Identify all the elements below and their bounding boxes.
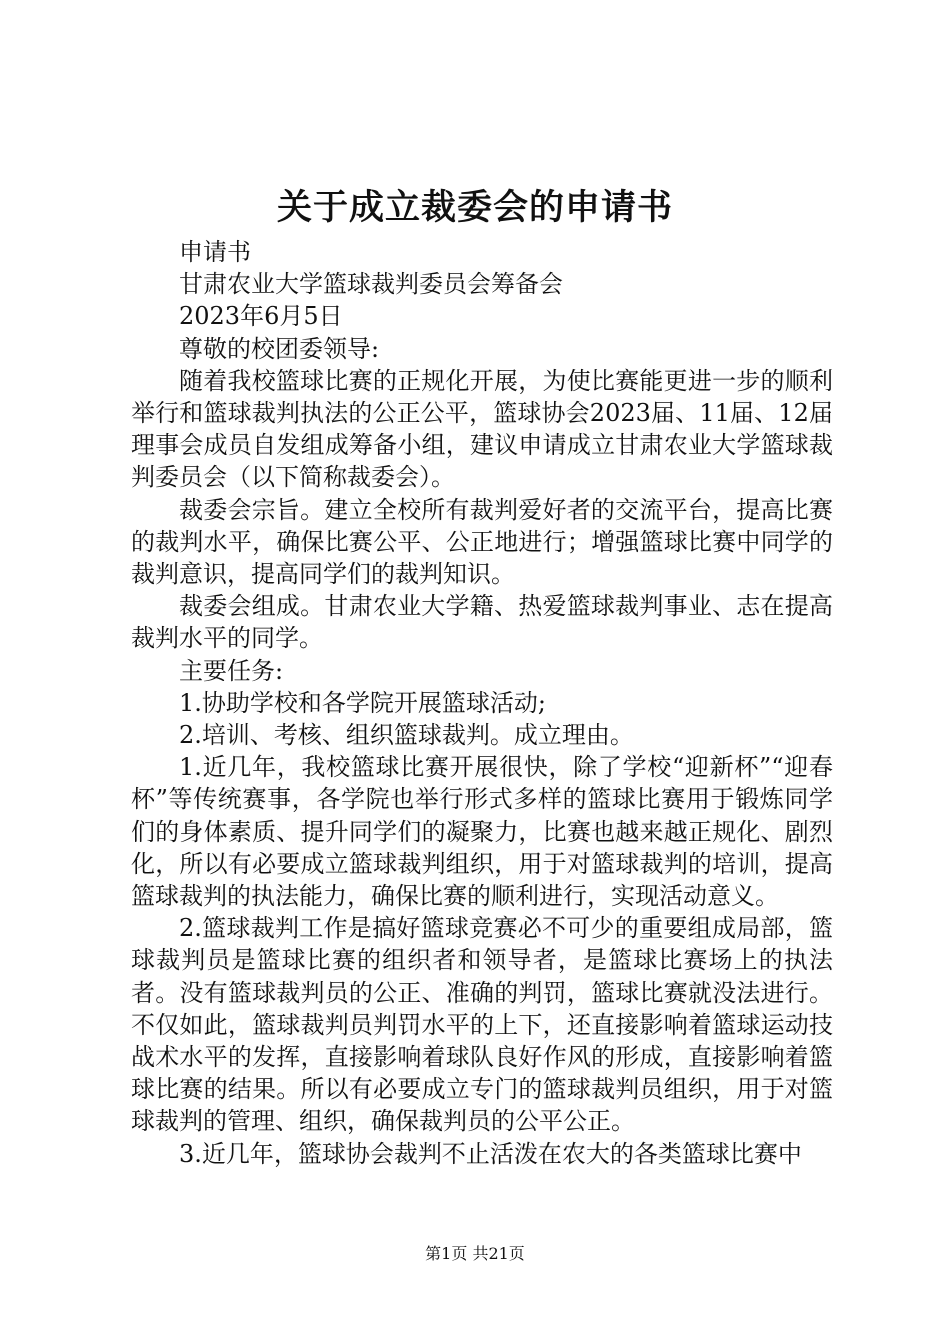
paragraph-tasks-heading: 主要任务:	[179, 656, 284, 685]
document-body	[131, 236, 833, 1170]
paragraph-salutation: 尊敬的校团委领导:	[179, 334, 380, 363]
paragraph-intro: 随着我校篮球比赛的正规化开展，为使比赛能更进一步的顺利举行和篮球裁判执法的公正公平，篮球协会2023届、11届、12届理事会成员自发组成筹备小组，建议申请成立甘肃农业大学篮球裁判委员会（以下简称裁委会）。	[131, 366, 833, 492]
paragraph-task-2: 2.培训、考核、组织篮球裁判。成立理由。	[179, 721, 634, 750]
paragraph-reason-1: 1.近几年，我校篮球比赛开展很快，除了学校“迎新杯”“迎春杯”等传统赛事，各学院也举行形式多样的篮球比赛用于锻炼同学们的身体素质、提升同学们的凝聚力，比赛也越来越正规化、剧烈化，所以有必要成立篮球裁判组织，用于对篮球裁判的培训，提高篮球裁判的执法能力，确保比赛的顺利进行，实现活动意义。	[131, 753, 833, 911]
page-footer: 第1页 共21页	[425, 1244, 525, 1263]
paragraph-reason-2: 2.篮球裁判工作是搞好篮球竞赛必不可少的重要组成局部，篮球裁判员是篮球比赛的组织者和领导者，是篮球比赛场上的执法者。没有篮球裁判员的公正、准确的判罚，篮球比赛就没法进行。不仅如此，篮球裁判员判罚水平的上下，还直接影响着篮球运动技战术水平的发挥，直接影响着球队良好作风的形成，直接影响着篮球比赛的结果。所以有必要成立专门的篮球裁判员组织，用于对篮球裁判的管理、组织，确保裁判员的公平公正。	[131, 914, 833, 1136]
paragraph-task-1: 1.协助学校和各学院开展篮球活动;	[179, 688, 546, 717]
paragraph-purpose: 裁委会宗旨。建立全校所有裁判爱好者的交流平台，提高比赛的裁判水平，确保比赛公平、公正地进行；增强篮球比赛中同学的裁判意识，提高同学们的裁判知识。	[131, 495, 833, 589]
paragraph-heading: 申请书	[179, 238, 251, 266]
document-title: 关于成立裁委会的申请书	[276, 187, 673, 228]
paragraph-reason-3: 3.近几年，篮球协会裁判不止活泼在农大的各类篮球比赛中	[179, 1139, 802, 1168]
paragraph-sender: 甘肃农业大学篮球裁判委员会筹备会	[179, 270, 563, 299]
paragraph-date: 2023年6月5日	[179, 302, 343, 331]
paragraph-composition: 裁委会组成。甘肃农业大学籍、热爱篮球裁判事业、志在提高裁判水平的同学。	[131, 592, 833, 653]
